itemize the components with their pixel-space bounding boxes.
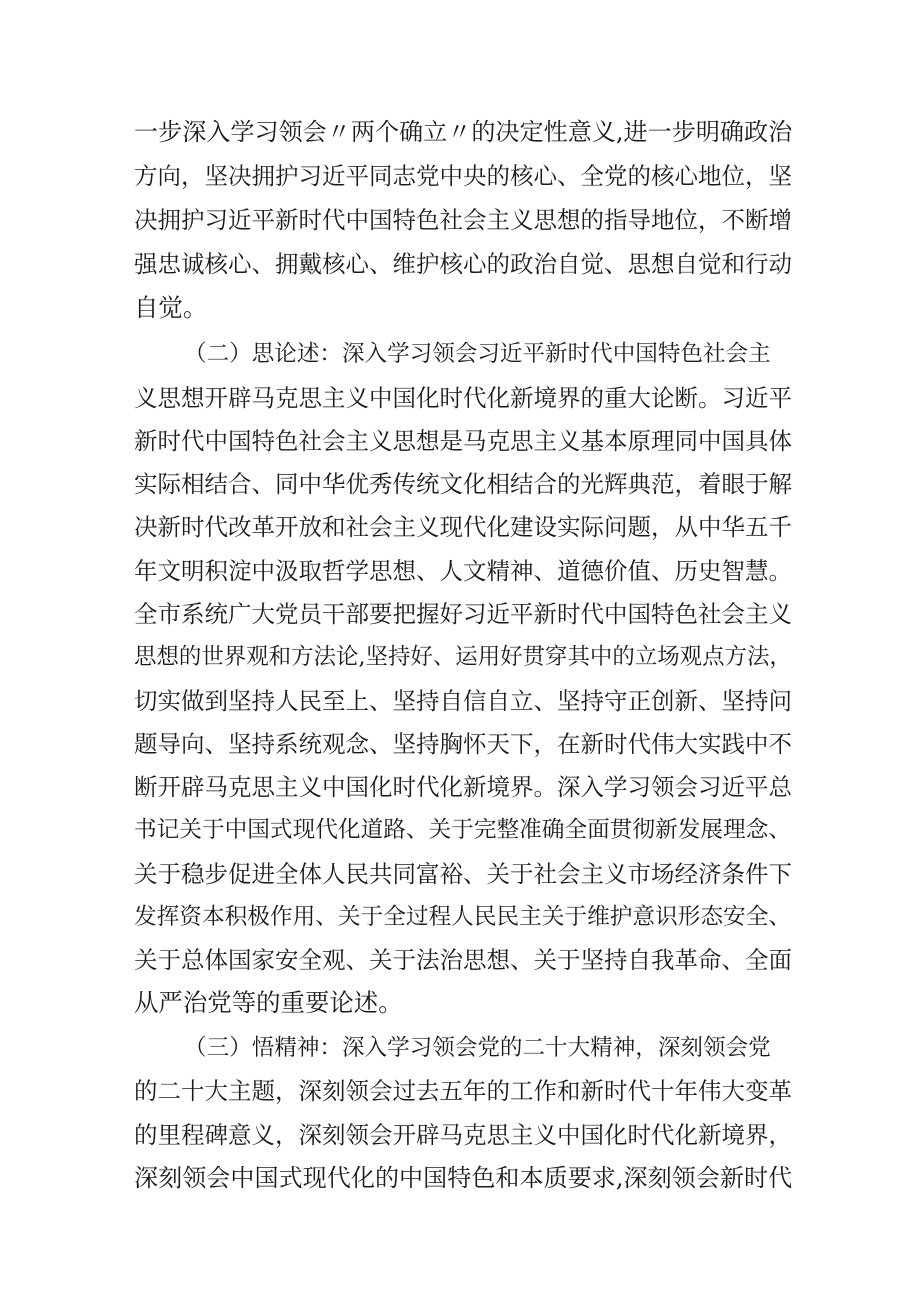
text-line: 从严治党等的重要论述。 xyxy=(134,988,403,1017)
text-line: 一步深入学习领会〃两个确立〃的决定性意义,进一步明确政治 xyxy=(134,118,793,146)
text-line: 自觉。 xyxy=(134,293,208,322)
text-line: 的二十大主题，深刻领会过去五年的工作和新时代十年伟大变革 xyxy=(134,1077,792,1105)
text-line: 义思想开辟马克思主义中国化时代化新境界的重大论断。习近平 xyxy=(134,384,792,412)
text-line: 书记关于中国式现代化道路、关于完整准确全面贯彻新发展理念、 xyxy=(134,817,792,843)
text-line: 的里程碑意义，深刻领会开辟马克思主义中国化时代化新境界， xyxy=(134,1121,792,1149)
text-line: 发挥资本积极作用、关于全过程人民民主关于维护意识形态安全、 xyxy=(134,904,792,930)
text-line: 决拥护习近平新时代中国特色社会主义思想的指导地位，不断增 xyxy=(134,206,792,234)
text-line: 题导向、坚持系统观念、坚持胸怀天下，在新时代伟大实践中不 xyxy=(134,730,792,758)
text-line: 深刻领会中国式现代化的中国特色和本质要求,深刻领会新时代 xyxy=(134,1164,793,1192)
text-line: 实际相结合、同中华优秀传统文化相结合的光辉典范，着眼于解 xyxy=(134,470,792,498)
text-line: 关于稳步促进全体人民共同富裕、关于社会主义市场经济条件下 xyxy=(134,860,792,888)
text-line: 年文明积淀中汲取哲学思想、人文精神、道德价值、历史智慧。 xyxy=(134,557,792,585)
text-line: 切实做到坚持人民至上、坚持自信自立、坚持守正创新、坚持问 xyxy=(134,687,792,715)
text-line: 思想的世界观和方法论,坚持好、运用好贯穿其中的立场观点方法， xyxy=(134,644,792,670)
text-line: 断开辟马克思主义中国化时代化新境界。深入学习领会习近平总 xyxy=(134,773,792,801)
text-line: 关于总体国家安全观、关于法治思想、关于坚持自我革命、全面 xyxy=(134,946,792,974)
text-line: 决新时代改革开放和社会主义现代化建设实际问题，从中华五千 xyxy=(134,513,792,541)
section-heading-line: （三）悟精神：深入学习领会党的二十大精神，深刻领会党 xyxy=(184,1035,771,1061)
text-line: 强忠诚核心、拥戴核心、维护核心的政治自觉、思想自觉和行动 xyxy=(134,250,792,278)
text-line: 新时代中国特色社会主义思想是马克思主义基本原理同中国具体 xyxy=(134,427,792,455)
section-heading-line: （二）思论述：深入学习领会习近平新时代中国特色社会主 xyxy=(184,341,771,367)
text-line: 全市系统广大党员干部要把握好习近平新时代中国特色社会主义 xyxy=(134,600,792,628)
text-line: 方向，坚决拥护习近平同志党中央的核心、全党的核心地位，坚 xyxy=(134,162,792,190)
